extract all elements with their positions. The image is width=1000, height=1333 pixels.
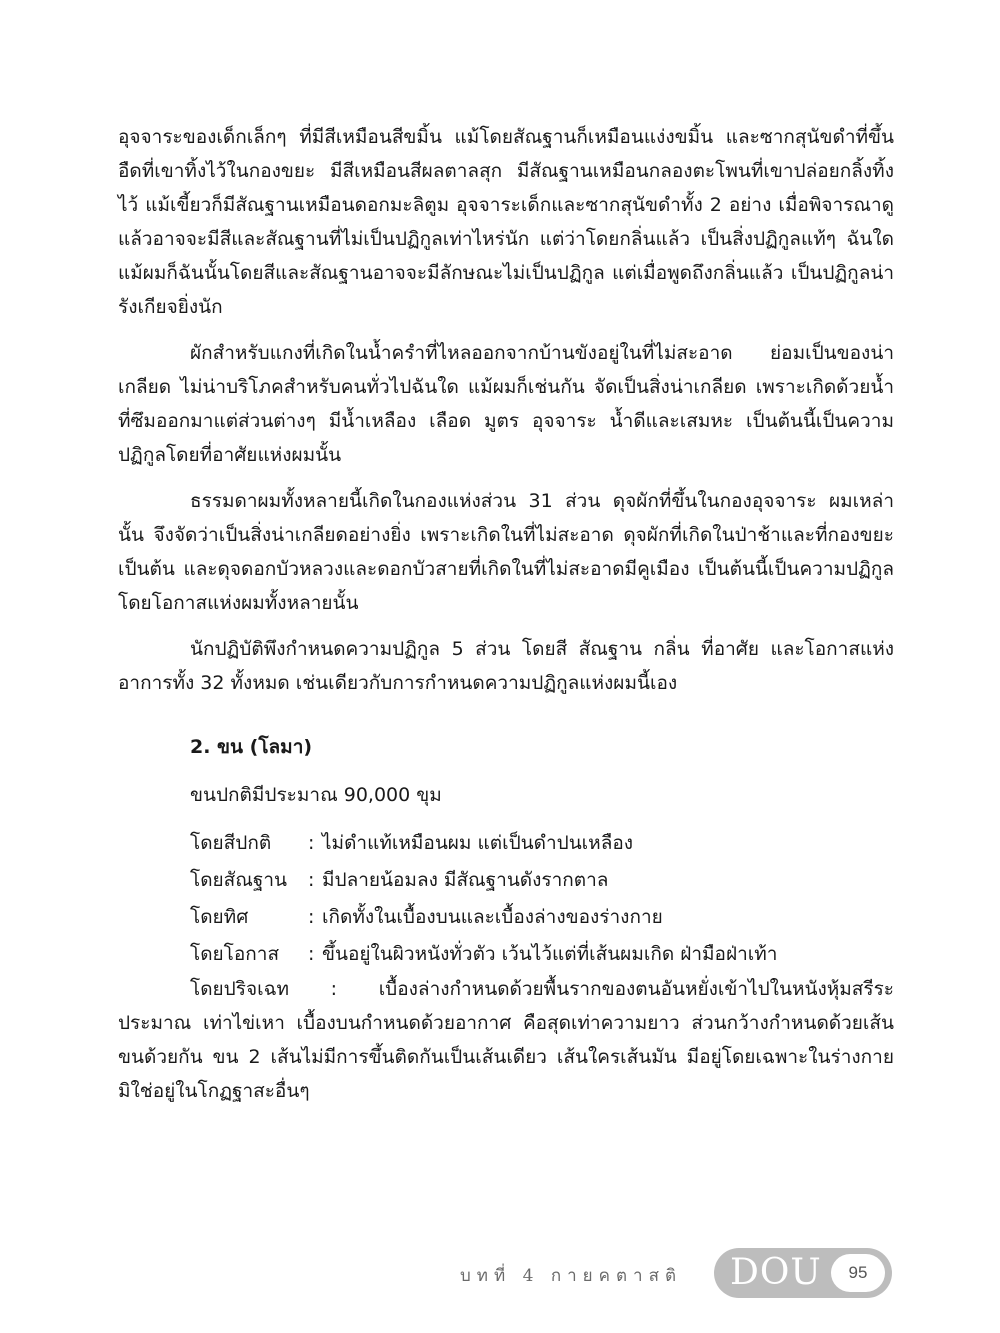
section-heading: 2. ขน (โลมา) — [190, 736, 313, 758]
attribute-colon: : — [308, 942, 315, 965]
attribute-colon: : — [308, 831, 315, 854]
hair-count-line: ขนปกติมีประมาณ 90,000 ขุม — [190, 784, 442, 806]
paragraph-practice-summary: นักปฏิบัติพึงกำหนดความปฏิกูล 5 ส่วน โดยสี สัณฐาน กลิ่น ที่อาศัย และโอกาสแห่งอาการทั้ง 32 ทั้งหมด เช่นเดียวกับการกำหนดความปฏิกูลแห่งผมนี้เอง — [118, 638, 894, 694]
attribute-value: เกิดทั้งในเบื้องบนและเบื้องล่างของร่างกาย — [322, 905, 663, 928]
body-text — [118, 120, 894, 1108]
attribute-label: โดยโอกาส — [190, 942, 280, 965]
page-number: 95 — [831, 1254, 885, 1292]
paragraph-feces-analogy: อุจจาระของเด็กเล็กๆ ที่มีสีเหมือนสีขมิ้น แม้โดยสัณฐานก็เหมือนแง่งขมิ้น และซากสุนัขดำที่ขึ้นอืดที่เขาทิ้งไว้ในกองขยะ มีสีเหมือนสีผลตาลสุก มีสัณฐานเหมือนกลองตะโพนที่เขาปล่อยกลิ้งทิ้งไว้ แม้เขี้ยวก็มีสัณฐานเหมือนดอกมะลิตูม อุจจาระเด็กและซากสุนัขดำทั้ง 2 อย่าง เมื่อพิจารณาดูแล้วอาจจะมีสีและสัณฐานที่ไม่เป็นปฏิกูลเท่าไหร่นัก แต่ว่าโดยกลิ่นแล้ว เป็นสิ่งปฏิกูลแท้ๆ ฉันใด แม้ผมก็ฉันนั้นโดยสีและสัณฐานอาจจะมีลักษณะไม่เป็นปฏิกูล แต่เมื่อพูดถึงกลิ่นแล้ว เป็นปฏิกูลน่ารังเกียจยิ่งนัก — [118, 126, 894, 318]
attribute-row-location — [190, 935, 894, 972]
paragraph-vegetable-analogy: ผักสำหรับแกงที่เกิดในน้ำครำที่ไหลออกจากบ้านขังอยู่ในที่ไม่สะอาด ย่อมเป็นของน่าเกลียด ไม่น่าบริโภคสำหรับคนทั่วไปฉันใด แม้ผมก็เช่นกัน จัดเป็นสิ่งน่าเกลียด เพราะเกิดด้วยน้ำที่ซึมออกมาแต่ส่วนต่างๆ มีน้ำเหลือง เลือด มูตร อุจจาระ น้ำดีและเสมหะ เป็นต้นนี้เป็นความปฏิกูลโดยที่อาศัยแห่งผมนั้น — [118, 342, 894, 466]
attribute-row-color — [190, 824, 894, 861]
boundary-paragraph: โดยปริจเฉท : เบื้องล่างกำหนดด้วยพื้นรากของตนอันหยั่งเข้าไปในหนังหุ้มสรีระประมาณ เท่าไข่เหา เบื้องบนกำหนดด้วยอากาศ คือสุดเท่าความยาว ส่วนกว้างกำหนดด้วยเส้นขนด้วยกัน ขน 2 เส้นไม่มีการขึ้นติดกันเป็นเส้นเดียว เส้นใครเส้นมัน มีอยู่โดยเฉพาะในร่างกาย มิใช่อยู่ในโกฏฐาสะอื่นๆ — [118, 978, 894, 1102]
attribute-row-direction — [190, 898, 894, 935]
attribute-value: ไม่ดำแท้เหมือนผม แต่เป็นดำปนเหลือง — [322, 831, 634, 854]
attribute-label: โดยทิศ — [190, 905, 249, 928]
dou-logo-badge — [714, 1248, 892, 1298]
page-footer — [460, 1248, 900, 1302]
dou-logo-text: DOU — [730, 1252, 822, 1293]
attribute-row-shape — [190, 861, 894, 898]
attribute-colon: : — [308, 905, 315, 928]
attribute-colon: : — [308, 868, 315, 891]
attribute-label: โดยสัณฐาน — [190, 868, 288, 891]
paragraph-location-analogy: ธรรมดาผมทั้งหลายนี้เกิดในกองแห่งส่วน 31 ส่วน ดุจผักที่ขึ้นในกองอุจจาระ ผมเหล่านั้น จึงจัดว่าเป็นสิ่งน่าเกลียดอย่างยิ่ง เพราะเกิดในที่ไม่สะอาด ดุจผักที่เกิดในป่าช้าและที่กองขยะ เป็นต้น และดุจดอกบัวหลวงและดอกบัวสายที่เกิดในที่ไม่สะอาดมีคูเมือง เป็นต้นนี้เป็นความปฏิกูลโดยโอกาสแห่งผมทั้งหลายนั้น — [118, 490, 894, 614]
attribute-value: ขึ้นอยู่ในผิวหนังทั่วตัว เว้นไว้แต่ที่เส้นผมเกิด ฝ่ามือฝ่าเท้า — [322, 942, 778, 965]
attribute-value: มีปลายน้อมลง มีสัณฐานดังรากตาล — [322, 868, 609, 891]
attribute-label: โดยสีปกติ — [190, 831, 272, 854]
chapter-label: บทที่ 4 กายคตาสติ — [460, 1266, 683, 1286]
